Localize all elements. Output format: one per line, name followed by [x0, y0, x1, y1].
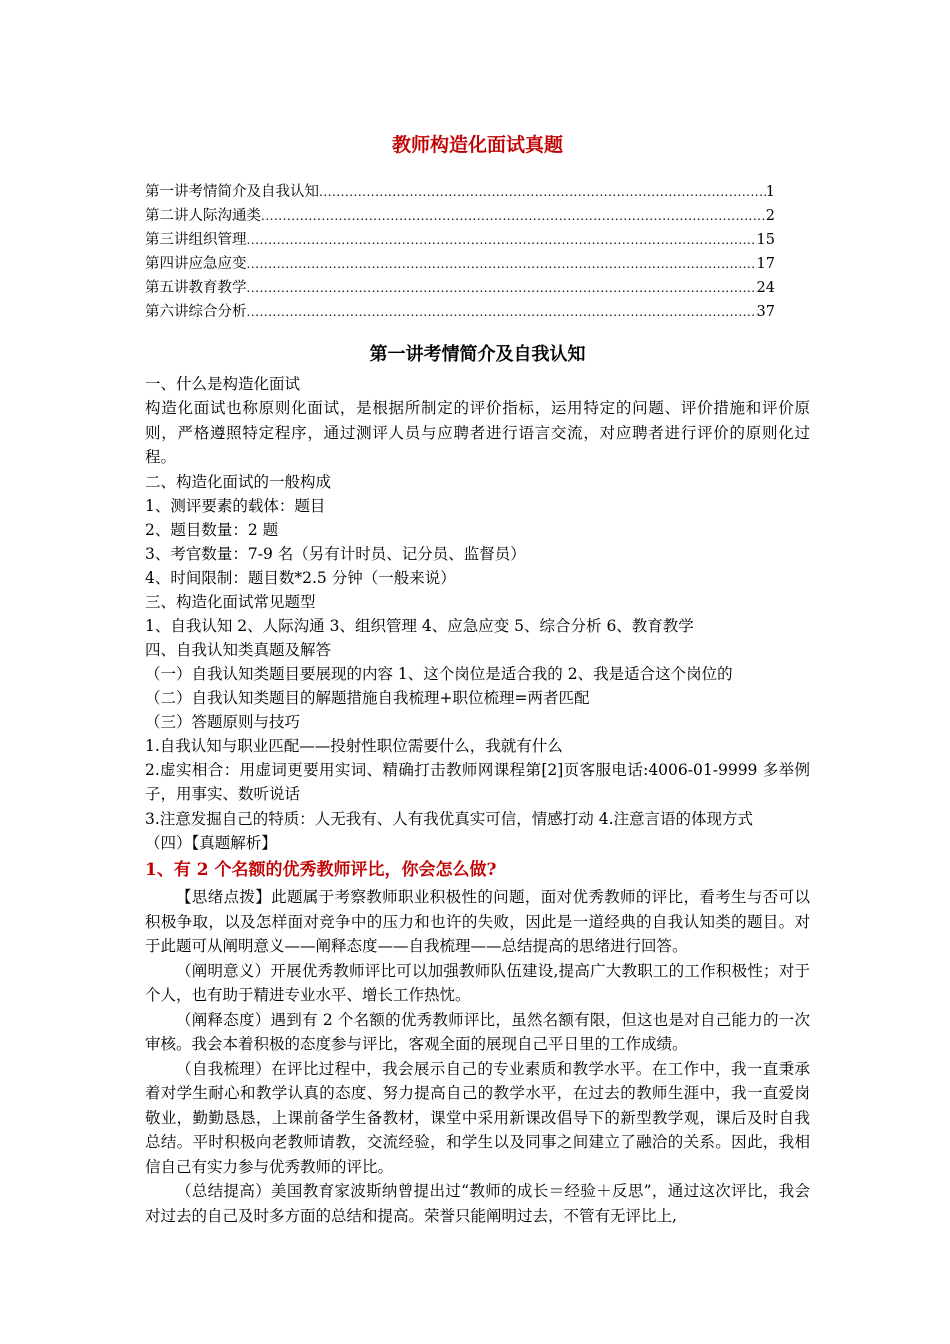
list-item: 4、时间限制：题目数*2.5 分钟（一般来说）: [145, 568, 456, 587]
toc-leader-dots: [261, 204, 766, 228]
answer-paragraph: （阐明意义）开展优秀教师评比可以加强教师队伍建设,提高广大教职工的工作积极性；对于个人，也有助于精进专业水平、增长工作热忱。: [145, 961, 810, 1004]
toc-page-number: 1: [765, 184, 775, 200]
tip-item: 2.虚实相合：用虚词更要用实词、精确打击教师网课程第[2]页客服电话:4006-01-9999 多举例子，用事实、数听说话: [145, 760, 810, 803]
toc-label: 第五讲教育教学: [145, 280, 247, 296]
sub-item: （三）答题原则与技巧: [145, 712, 301, 731]
toc-row[interactable]: [145, 300, 775, 324]
toc-row[interactable]: [145, 204, 775, 228]
document-title: 教师构造化面试真题: [391, 134, 563, 156]
sub-item: （一）自我认知类题目要展现的内容 1、这个岗位是适合我的 2、我是适合这个岗位的: [145, 664, 733, 683]
list-item: 1、自我认知 2、人际沟通 3、组织管理 4、应急应变 5、综合分析 6、教育教学: [145, 616, 694, 635]
toc-page-number: 24: [756, 280, 775, 296]
list-item: 2、题目数量：2 题: [145, 520, 279, 539]
toc-leader-dots: [247, 300, 757, 324]
toc-leader-dots: [319, 180, 766, 204]
answer-paragraph: （自我梳理）在评比过程中，我会展示自己的专业素质和教学水平。在工作中，我一直秉承着对学生耐心和教学认真的态度、努力提高自己的教学水平，在过去的教师生涯中，我一直爱岗敬业，勤勤恳恳，上课前备学生备教材，课堂中采用新课改倡导下的新型教学观，课后及时自我总结。平时积极向老教师请教，交流经验，和学生以及同事之间建立了融洽的关系。因此，我相信自己有实力参与优秀教师的评比。: [145, 1059, 810, 1176]
toc-row[interactable]: [145, 252, 775, 276]
toc-row[interactable]: [145, 180, 775, 204]
section-title: 第一讲考情简介及自我认知: [369, 344, 586, 365]
toc-page-number: 15: [756, 232, 775, 248]
toc-label: 第六讲综合分析: [145, 304, 247, 320]
heading-2: 二、构造化面试的一般构成: [145, 472, 332, 491]
list-item: 1、测评要素的载体：题目: [145, 496, 326, 515]
sub-item: （四）【真题解析】: [145, 834, 277, 852]
paragraph: 构造化面试也称原则化面试，是根据所制定的评价指标，运用特定的问题、评价措施和评价原则，严格遵照特定程序，通过测评人员与应聘者进行语言交流，对应聘者进行评价的原则化过程。: [145, 399, 810, 466]
toc-row[interactable]: [145, 276, 775, 300]
heading-4: 四、自我认知类真题及解答: [145, 640, 332, 659]
table-of-contents: [145, 180, 810, 324]
toc-label: 第一讲考情简介及自我认知: [145, 184, 319, 200]
toc-label: 第四讲应急应变: [145, 256, 247, 272]
toc-page-number: 17: [756, 256, 775, 272]
sub-item: （二）自我认知类题目的解题措施自我梳理+职位梳理=两者匹配: [145, 688, 590, 707]
toc-label: 第三讲组织管理: [145, 232, 247, 248]
tip-item: 3.注意发掘自己的特质：人无我有、人有我优真实可信，情感打动 4.注意言语的体现方式: [145, 809, 754, 828]
toc-row[interactable]: [145, 228, 775, 252]
answer-paragraph: （阐释态度）遇到有 2 个名额的优秀教师评比，虽然名额有限，但这也是对自己能力的一次审核。我会本着积极的态度参与评比，客观全面的展现自己平日里的工作成绩。: [145, 1010, 810, 1053]
toc-page-number: 37: [756, 304, 775, 320]
toc-leader-dots: [247, 276, 757, 300]
toc-label: 第二讲人际沟通类: [145, 208, 261, 224]
answer-paragraph: 【思绪点拨】此题属于考察教师职业积极性的问题，面对优秀教师的评比，看考生与否可以积极争取，以及怎样面对竞争中的压力和也许的失败，因此是一道经典的自我认知类的题目。对于此题可从阐明意义——阐释态度——自我梳理——总结提高的思绪进行回答。: [145, 888, 810, 955]
answer-paragraph: （总结提高）美国教育家波斯纳曾提出过“教师的成长＝经验＋反思”，通过这次评比，我会对过去的自己及时多方面的总结和提高。荣誉只能阐明过去，不管有无评比上,: [145, 1182, 810, 1225]
heading-1: 一、什么是构造化面试: [145, 375, 301, 393]
toc-leader-dots: [247, 228, 757, 252]
document-page: [145, 130, 810, 1228]
heading-3: 三、构造化面试常见题型: [145, 592, 316, 611]
list-item: 3、考官数量：7-9 名（另有计时员、记分员、监督员）: [145, 544, 526, 563]
question-title: 1、有 2 个名额的优秀教师评比，你会怎么做?: [145, 860, 497, 880]
toc-leader-dots: [247, 252, 757, 276]
tip-item: 1.自我认知与职业匹配——投射性职位需要什么，我就有什么: [145, 736, 563, 755]
toc-page-number: 2: [765, 208, 775, 224]
